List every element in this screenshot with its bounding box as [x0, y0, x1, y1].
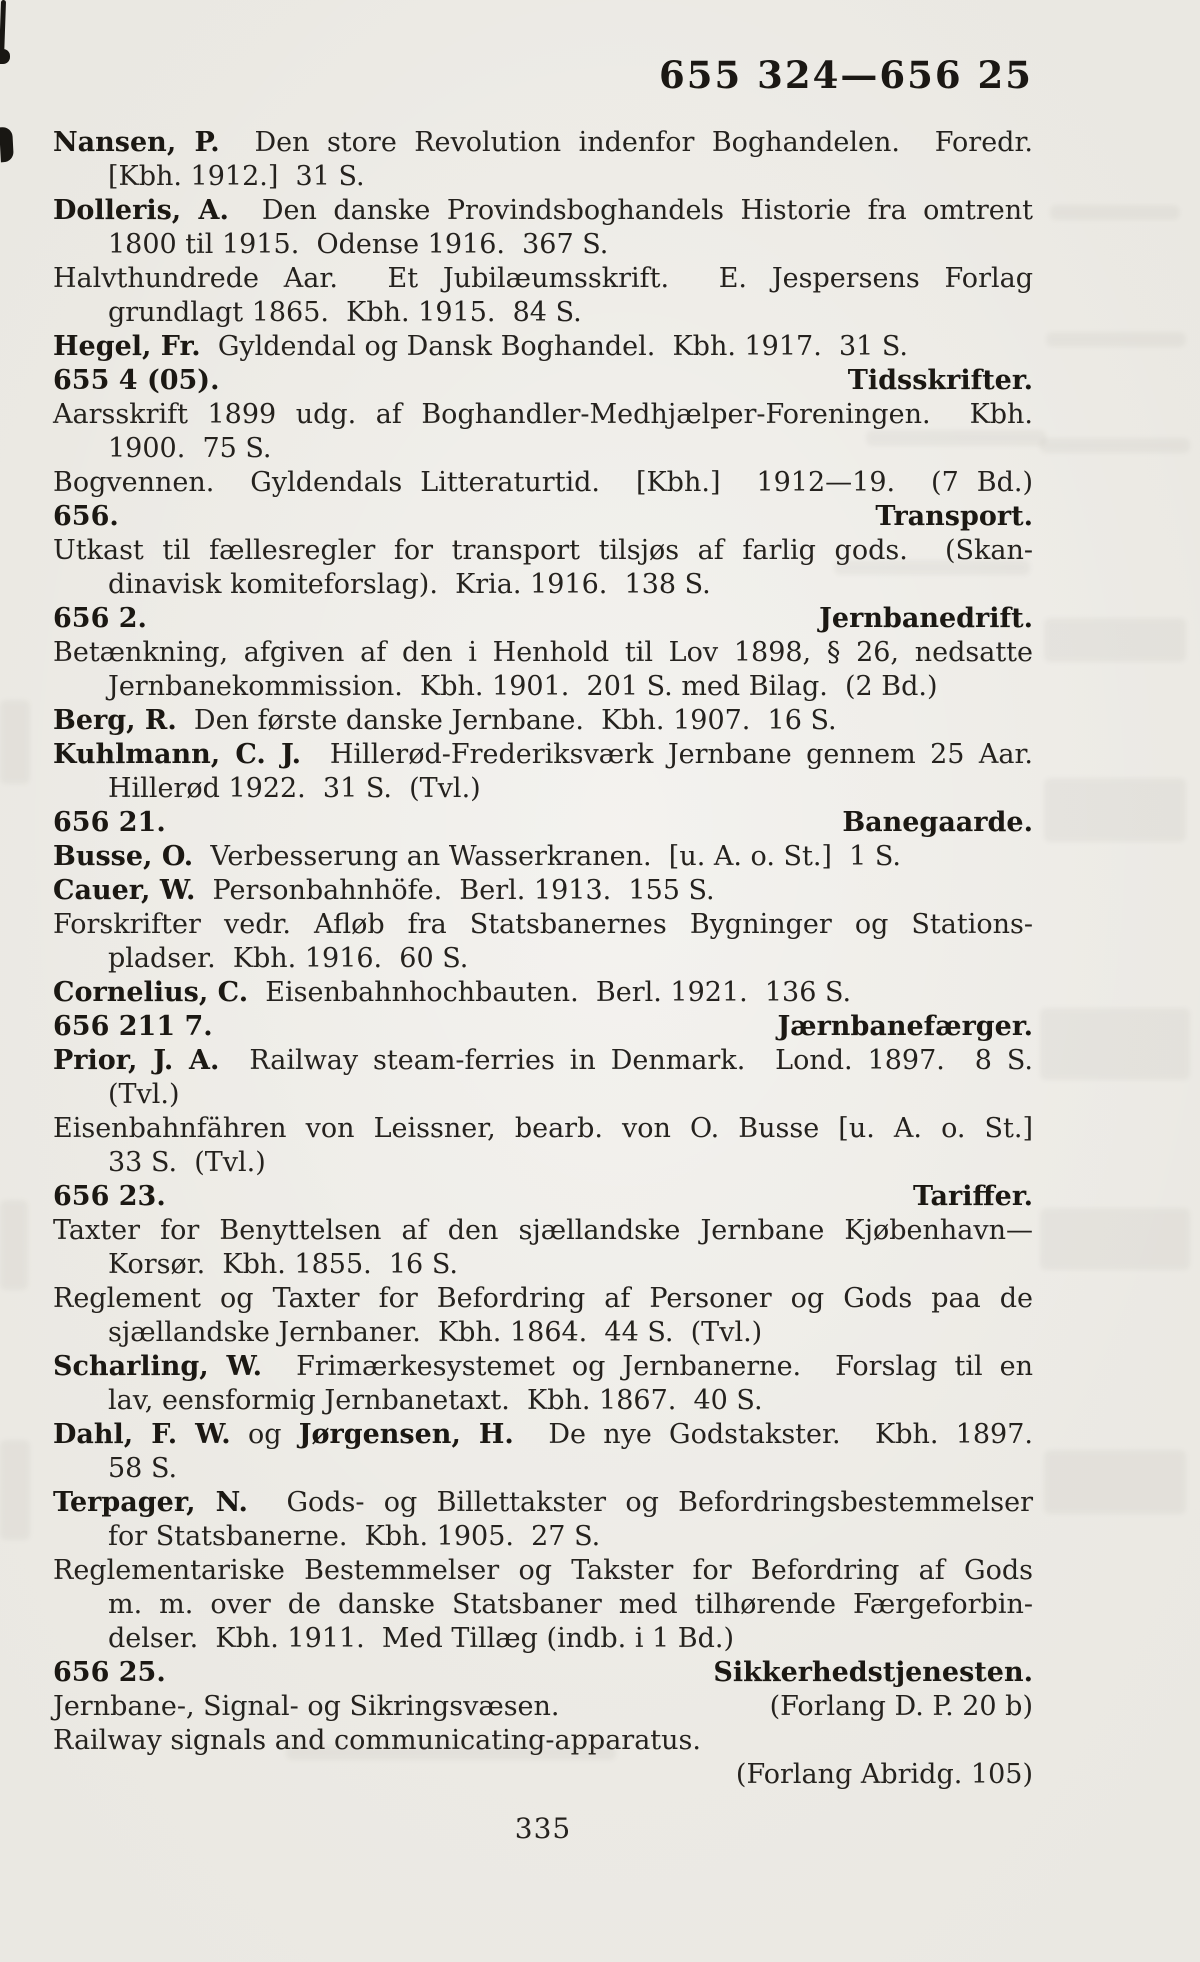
regular-text: Gods- og Billettakster og Befordringsbestemmelser — [247, 1487, 1033, 1518]
bold-text: 656 2. — [53, 603, 147, 634]
regular-text: Jernbane-, Signal- og Sikringsvæsen. — [53, 1691, 560, 1722]
catalog-text-block — [53, 126, 1033, 1792]
regular-text: lav, eensformig Jernbanetaxt. Kbh. 1867. 40 S. — [108, 1385, 763, 1416]
catalog-line — [53, 1316, 1033, 1350]
regular-text: for Statsbanerne. Kbh. 1905. 27 S. — [108, 1521, 601, 1552]
regular-text: Hillerød-Frederiksværk Jernbane gennem 25 Aar. — [301, 739, 1033, 770]
bold-text: 656 21. — [53, 807, 166, 838]
regular-text: grundlagt 1865. Kbh. 1915. 84 S. — [108, 297, 582, 328]
bleed-through-smudge — [866, 430, 1046, 446]
bold-text: 656 211 7. — [53, 1011, 213, 1042]
bold-text: Cauer, W. — [53, 875, 196, 906]
regular-text: Gyldendal og Dansk Boghandel. Kbh. 1917. 31 S. — [200, 331, 909, 362]
bold-text: Banegaarde. — [842, 807, 1033, 838]
bold-text: 656 25. — [53, 1657, 166, 1688]
split-line-left — [53, 602, 147, 636]
regular-text: Bogvennen. Gyldendals Litteraturtid. [Kbh.] 1912—19. (7 Bd.) — [53, 467, 1033, 498]
regular-text: Den store Revolution indenfor Boghandelen. Foredr. — [219, 127, 1033, 158]
catalog-line — [53, 1486, 1033, 1520]
regular-text: 33 S. (Tvl.) — [108, 1147, 266, 1178]
bleed-through-smudge — [1044, 778, 1186, 842]
regular-text: Railway signals and communicating-apparatus. — [53, 1725, 701, 1756]
regular-text: delser. Kbh. 1911. Med Tillæg (indb. i 1 Bd.) — [108, 1623, 735, 1654]
regular-text: Taxter for Benyttelsen af den sjællandske Jernbane Kjøbenhavn— — [53, 1215, 1033, 1246]
bold-text: Berg, R. — [53, 705, 177, 736]
regular-text: Railway steam-ferries in Denmark. Lond. 1897. 8 S. — [219, 1045, 1033, 1076]
catalog-line — [53, 194, 1033, 228]
bold-text: Jærnbanefærger. — [777, 1011, 1033, 1042]
bold-text: 656 23. — [53, 1181, 166, 1212]
split-line-right — [913, 1180, 1033, 1214]
regular-text: sjællandske Jernbaner. Kbh. 1864. 44 S. (Tvl.) — [108, 1317, 763, 1348]
bold-text: Sikkerhedstjenesten. — [713, 1657, 1033, 1688]
regular-text: (Forlang D. P. 20 b) — [769, 1691, 1033, 1722]
scan-edge-ink-mark — [0, 127, 14, 163]
bleed-through-smudge — [286, 1745, 616, 1760]
regular-text: dinavisk komiteforslag). Kria. 1916. 138 S. — [108, 569, 711, 600]
catalog-line — [53, 160, 1033, 194]
regular-text: m. m. over de danske Statsbaner med tilhørende Færgeforbin- — [108, 1589, 1033, 1620]
regular-text: Hillerød 1922. 31 S. (Tvl.) — [108, 773, 481, 804]
catalog-line — [53, 1622, 1033, 1656]
bold-text: Prior, J. A. — [53, 1045, 220, 1076]
catalog-line — [53, 398, 1033, 432]
page-number: 335 — [514, 1812, 572, 1845]
catalog-line — [53, 228, 1033, 262]
regular-text: 58 S. — [108, 1453, 178, 1484]
catalog-line — [53, 1452, 1033, 1486]
bold-text: Terpager, N. — [53, 1487, 248, 1518]
bold-text: Tariffer. — [913, 1181, 1033, 1212]
split-line-right — [842, 806, 1033, 840]
regular-text: Forskrifter vedr. Afløb fra Statsbanernes Bygninger og Stations- — [53, 909, 1033, 940]
bold-text: Busse, O. — [53, 841, 194, 872]
catalog-line — [53, 738, 1033, 772]
bold-text: Cornelius, C. — [53, 977, 249, 1008]
regular-text: (Forlang Abridg. 105) — [735, 1759, 1033, 1790]
catalog-line — [53, 636, 1033, 670]
regular-text: 1800 til 1915. Odense 1916. 367 S. — [108, 229, 609, 260]
catalog-line — [53, 1214, 1033, 1248]
split-line-left — [53, 1010, 213, 1044]
regular-text: Frimærkesystemet og Jernbanerne. Forslag til en — [262, 1351, 1033, 1382]
catalog-line — [53, 1384, 1033, 1418]
split-line-left — [53, 1656, 166, 1690]
bold-text: Kuhlmann, C. J. — [53, 739, 302, 770]
regular-text: Aarsskrift 1899 udg. af Boghandler-Medhjælper-Foreningen. Kbh. — [53, 399, 1033, 430]
catalog-line — [53, 1690, 1033, 1724]
bleed-through-smudge — [834, 560, 1030, 575]
bold-text: Hegel, Fr. — [53, 331, 201, 362]
split-line-left — [53, 1180, 166, 1214]
regular-text: Den danske Provindsboghandels Historie fra omtrent — [228, 195, 1033, 226]
regular-text: Betænkning, afgiven af den i Henhold til Lov 1898, § 26, nedsatte — [53, 637, 1033, 668]
regular-text: Jernbanekommission. Kbh. 1901. 201 S. med Bilag. (2 Bd.) — [108, 671, 938, 702]
catalog-line — [53, 1554, 1033, 1588]
regular-text: Halvthundrede Aar. Et Jubilæumsskrift. E. Jespersens Forlag — [53, 263, 1033, 294]
catalog-line — [53, 1078, 1033, 1112]
section-heading-line — [53, 1656, 1033, 1690]
bold-text: Dahl, F. W. — [53, 1419, 231, 1450]
split-line-right — [848, 364, 1033, 398]
catalog-line — [53, 330, 1033, 364]
section-heading-line — [53, 1180, 1033, 1214]
bold-text: Jørgensen, H. — [298, 1419, 514, 1450]
bleed-through-smudge — [1044, 1450, 1186, 1514]
section-heading-line — [53, 364, 1033, 398]
regular-text: Reglementariske Bestemmelser og Takster for Befordring af Gods — [53, 1555, 1033, 1586]
split-line-left — [53, 1690, 560, 1724]
bleed-through-smudge — [0, 1200, 28, 1290]
catalog-line — [53, 1758, 1033, 1792]
split-line-right — [713, 1656, 1033, 1690]
catalog-line — [53, 1350, 1033, 1384]
regular-text: Korsør. Kbh. 1855. 16 S. — [108, 1249, 458, 1280]
regular-text: Personbahnhöfe. Berl. 1913. 155 S. — [195, 875, 715, 906]
bleed-through-smudge — [1044, 618, 1186, 662]
section-heading-line — [53, 500, 1033, 534]
regular-text: (Tvl.) — [108, 1079, 180, 1110]
regular-text: [Kbh. 1912.] 31 S. — [108, 161, 365, 192]
regular-text: 1900. 75 S. — [108, 433, 272, 464]
regular-text: Eisenbahnhochbauten. Berl. 1921. 136 S. — [248, 977, 852, 1008]
section-heading-line — [53, 602, 1033, 636]
catalog-line — [53, 976, 1033, 1010]
regular-text: pladser. Kbh. 1916. 60 S. — [108, 943, 469, 974]
section-heading-line — [53, 1010, 1033, 1044]
catalog-line — [53, 1112, 1033, 1146]
catalog-line — [53, 262, 1033, 296]
bold-text: Transport. — [875, 501, 1033, 532]
catalog-line — [53, 1146, 1033, 1180]
catalog-line — [53, 908, 1033, 942]
bold-text: Scharling, W. — [53, 1351, 263, 1382]
bold-text: Jernbanedrift. — [819, 603, 1033, 634]
split-line-right — [777, 1010, 1033, 1044]
catalog-line — [53, 296, 1033, 330]
regular-text: Den første danske Jernbane. Kbh. 1907. 16 S. — [176, 705, 837, 736]
catalog-line — [53, 942, 1033, 976]
regular-text: Verbesserung an Wasserkranen. [u. A. o. St.] 1 S. — [193, 841, 901, 872]
catalog-line — [53, 1520, 1033, 1554]
regular-text: Utkast til fællesregler for transport tilsjøs af farlig gods. (Skan- — [53, 535, 1033, 566]
bold-text: 655 4 (05). — [53, 365, 220, 396]
bleed-through-smudge — [0, 1440, 30, 1540]
section-heading-line — [53, 806, 1033, 840]
split-line-left — [53, 500, 119, 534]
running-head-classification-range: 655 324—656 25 — [659, 53, 1033, 97]
bleed-through-smudge — [0, 700, 30, 784]
catalog-line — [53, 1418, 1033, 1452]
split-line-right — [819, 602, 1033, 636]
catalog-line — [53, 840, 1033, 874]
bold-text: 656. — [53, 501, 119, 532]
split-line-left — [53, 806, 166, 840]
catalog-line — [53, 704, 1033, 738]
bleed-through-smudge — [1040, 1208, 1190, 1270]
catalog-line — [53, 466, 1033, 500]
bleed-through-smudge — [1046, 332, 1186, 347]
catalog-line — [53, 1282, 1033, 1316]
scan-edge-ink-mark — [0, 49, 10, 64]
split-line-right — [770, 1690, 1033, 1724]
regular-text: De nye Godstakster. Kbh. 1897. — [513, 1419, 1033, 1450]
catalog-line — [53, 874, 1033, 908]
bold-text: Tidsskrifter. — [847, 365, 1033, 396]
catalog-line — [53, 126, 1033, 160]
bold-text: Nansen, P. — [53, 127, 220, 158]
catalog-line — [53, 1044, 1033, 1078]
catalog-line — [53, 1588, 1033, 1622]
catalog-line — [53, 772, 1033, 806]
bold-text: Dolleris, A. — [53, 195, 229, 226]
regular-text: Eisenbahnfähren von Leissner, bearb. von O. Busse [u. A. o. St.] — [53, 1113, 1033, 1144]
catalog-line — [53, 670, 1033, 704]
regular-text: og — [230, 1419, 299, 1450]
bleed-through-smudge — [1050, 205, 1180, 220]
catalog-line — [53, 1248, 1033, 1282]
split-line-right — [875, 500, 1033, 534]
split-line-left — [53, 364, 219, 398]
bleed-through-smudge — [1040, 438, 1190, 453]
regular-text: Reglement og Taxter for Befordring af Personer og Gods paa de — [53, 1283, 1033, 1314]
bleed-through-smudge — [1040, 1008, 1190, 1080]
